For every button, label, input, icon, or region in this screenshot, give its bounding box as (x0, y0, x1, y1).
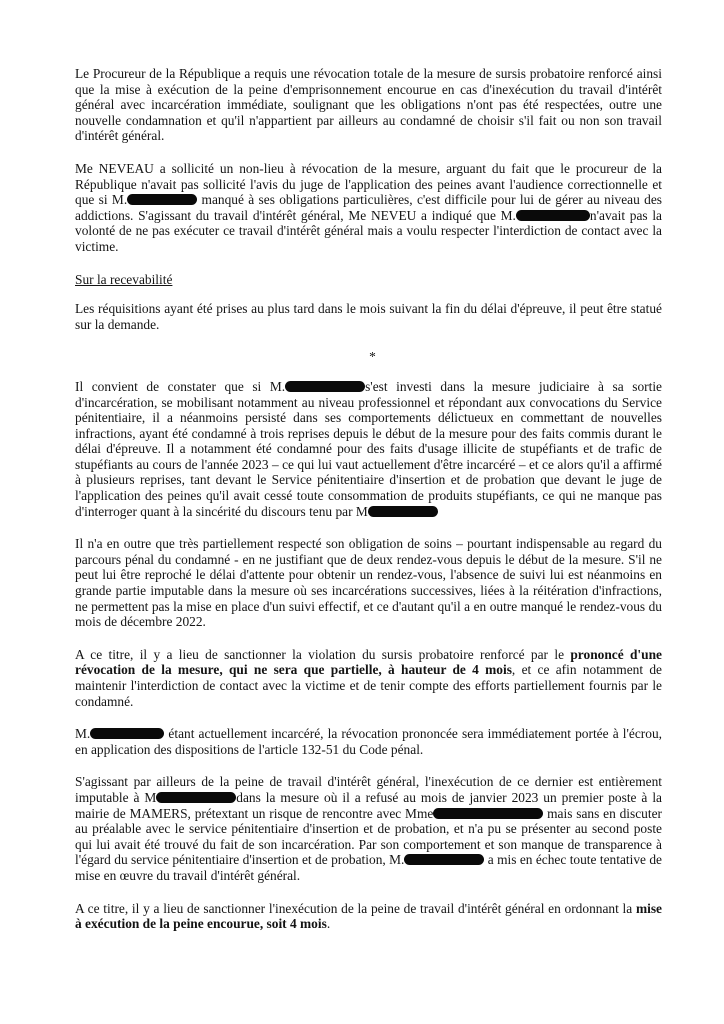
text-segment: n'avait pas la volonté de ne pas exécuter ce travail d'intérêt général mais a voulu respecter l'interdiction de contact avec la victime. (75, 207, 662, 254)
text-segment: A ce titre, il y a lieu de sanctionner la violation du sursis probatoire renforcé par le (75, 646, 571, 662)
text-segment: . (326, 916, 331, 932)
text-segment: s'est investi dans la mesure judiciaire à sa sortie d'incarcération, se mobilisant notamment au niveau professionnel et répondant aux convocations du Service pénitentiaire, il a néanmoins persisté dans ses comportements délictueux en commettant de nouvelles infractions, ayant été condamné à trois reprises depuis le début de la mesure pour des faits commis durant le délai d'épreuve. Il a notamment été condamné pour des faits d'usage illicite de stupéfiants et de trafic de stupéfiants au cours de l'année 2023 – ce qui lui vaut actuellement d'être incarcéré – et ce alors qu'il a affirmé à plusieurs reprises, tant devant le Service pénitentiaire d'insertion et de probation que devant le juge de l'application des peines qu'il avait cessé toute consommation de produits stupéfiants, ce qui ne manque pas d'interroger quant à la sincérité du discours tenu par M (75, 378, 662, 519)
text-segment: dans la mesure où il a refusé au mois de janvier 2023 un premier poste à la mairie de MAMERS, prétextant un risque de rencontre avec Mme (75, 789, 662, 821)
redaction-block (516, 210, 590, 221)
redaction-block (368, 506, 438, 517)
text-segment: Me NEVEAU a sollicité un non-lieu à révocation de la mesure, arguant du fait que le procureur de la République n'avait pas sollicité l'avis du juge de l'application des peines avant l'audience correctionnelle et que si M. (75, 160, 662, 208)
text-segment: Il convient de constater que si M. (75, 378, 286, 394)
text-segment: a mis en échec toute tentative de mise en œuvre du travail d'intérêt général. (75, 852, 662, 883)
paragraph-admissibility: Les réquisitions ayant été prises au plus tard dans le mois suivant la fin du délai d'épreuve, il peut être statué sur la demande. (75, 301, 662, 332)
section-heading: Sur la recevabilité (75, 271, 173, 287)
text-segment: mais sans en discuter au préalable avec le service pénitentiaire d'insertion et de probation, et n'a pu se présenter au second poste qui lui avait été trouvé du fait de son incarcération. Par son comportement et son manque de transparence à l'égard du service pénitentiaire d'insertion et de probation, M. (75, 805, 662, 868)
paragraph-execution-decision (75, 901, 662, 932)
paragraph-revocation-decision (75, 647, 662, 709)
paragraph-incarceration (75, 726, 662, 757)
text-segment: , et ce afin notamment de maintenir l'interdiction de contact avec la victime et de tenir compte des efforts partiellement fournis par le condamné. (75, 662, 662, 709)
redaction-block (404, 854, 484, 865)
redaction-block (127, 194, 197, 205)
separator-asterisk: * (369, 349, 376, 365)
redaction-block (156, 792, 236, 803)
redaction-block (90, 728, 164, 739)
text-segment: A ce titre, il y a lieu de sanctionner l'inexécution de la peine de travail d'intérêt général en ordonnant la (75, 900, 636, 916)
paragraph-requisitions: Le Procureur de la République a requis une révocation totale de la mesure de sursis probatoire renforcé ainsi que la mise à exécution de la peine d'emprisonnement encourue en cas d'inexécution du travail d'intérêt général avec incarcération immédiate, soulignant que les obligations n'ont pas été respectées, outre une nouvelle condamnation et qu'il n'appartient par ailleurs au condamné de choisir s'il fait ou non son travail d'intérêt général. (75, 66, 662, 144)
text-segment: étant actuellement incarcéré, la révocation prononcée sera immédiatement portée à l'écrou, en application des dispositions de l'article 132-51 du Code pénal. (75, 726, 662, 757)
redaction-block (285, 381, 365, 392)
paragraph-findings (75, 379, 662, 519)
paragraph-care-obligation: Il n'a en outre que très partiellement respecté son obligation de soins – pourtant indispensable au regard du parcours pénal du condamné - en ne justifiant que de deux rendez-vous depuis le début de la mesure. S'il ne peut lui être reproché le délai d'attente pour obtenir un rendez-vous, l'absence de suivi lui est néanmoins en grande partie imputable dans la mesure où ses incarcérations successives, liées à la réitération d'infractions, ne permettent pas la mise en place d'un suivi effectif, et ce d'autant qu'il a en outre manqué le rendez-vous du mois de décembre 2022. (75, 536, 662, 630)
redaction-block (433, 808, 543, 819)
text-segment: M. (75, 726, 91, 742)
text-segment: manqué à ses obligations particulières, c'est difficile pour lui de gérer au niveau des addictions. S'agissant du travail d'intérêt général, Me NEVEU a indiqué que M. (75, 192, 662, 223)
bold-text-segment: prononcé d'une révocation de la mesure, qui ne sera que partielle, à hauteur de 4 mois (75, 646, 662, 678)
bold-text-segment: mise à exécution de la peine encourue, soit 4 mois (75, 900, 662, 932)
paragraph-defense (75, 161, 662, 255)
paragraph-community-service (75, 774, 662, 883)
text-segment: S'agissant par ailleurs de la peine de travail d'intérêt général, l'inexécution de ce dernier est entièrement imputable à M (75, 774, 662, 805)
